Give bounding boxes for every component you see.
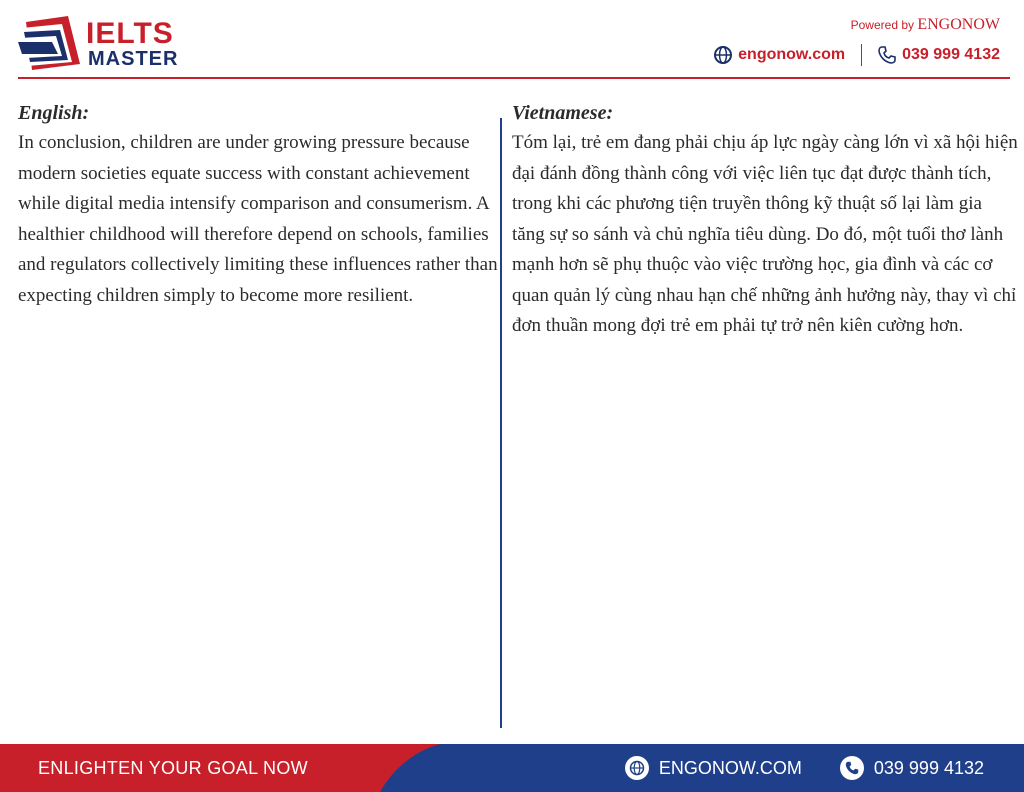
- footer-bar: [0, 744, 1024, 792]
- header-phone[interactable]: [878, 46, 1000, 64]
- header-website-text: engonow.com: [738, 46, 846, 63]
- logo-master-text: MASTER: [88, 48, 179, 70]
- header-contact: [714, 44, 1000, 66]
- vietnamese-text: Tóm lại, trẻ em đang phải chịu áp lực ngày càng lớn vì xã hội hiện đại đánh đồng thành công với việc liên tục đạt được thành tích, trong khi các phương tiện truyền thông kỹ thuật số lại làm gia tăng sự so sánh và chủ nghĩa tiêu dùng. Do đó, một tuổi thơ lành mạnh hơn sẽ phụ thuộc vào việc trường học, gia đình và các cơ quan quản lý cùng nhau hạn chế những ảnh hưởng này, thay vì chỉ đơn thuần mong đợi trẻ em phải tự trở nên kiên cường hơn.: [512, 132, 1018, 336]
- powered-prefix: Powered by: [850, 18, 914, 32]
- header-phone-text: 039 999 4132: [902, 46, 1000, 63]
- english-text: In conclusion, children are under growing pressure because modern societies equate success with constant achievement while digital media intensify comparison and consumerism. A healthier childhood will therefore depend on schools, families and regulators collectively limiting these influences rather than expecting children simply to become more resilient.: [18, 132, 498, 306]
- globe-icon: [625, 756, 649, 780]
- powered-by: [851, 16, 1000, 34]
- footer-website[interactable]: ENGONOW.COM: [658, 757, 802, 778]
- vietnamese-column: [512, 98, 1018, 342]
- english-heading: English:: [18, 102, 90, 124]
- phone-icon: [878, 46, 896, 64]
- header-website[interactable]: [714, 46, 845, 64]
- ielts-master-logo: [18, 14, 188, 74]
- english-column: [18, 98, 500, 311]
- vietnamese-heading: Vietnamese:: [512, 102, 614, 124]
- footer-contact: [625, 744, 984, 792]
- phone-icon: [840, 756, 864, 780]
- globe-icon: [714, 46, 732, 64]
- logo-ielts-text: IELTS: [86, 17, 174, 50]
- header-separator: [861, 44, 862, 66]
- powered-brand: ENGONOW: [917, 16, 1000, 33]
- book-logo-icon: [18, 16, 84, 70]
- footer-slogan: ENLIGHTEN YOUR GOAL NOW: [38, 758, 308, 778]
- header-divider: [18, 77, 1010, 79]
- footer-phone[interactable]: 039 999 4132: [873, 757, 984, 778]
- column-divider: [500, 118, 502, 728]
